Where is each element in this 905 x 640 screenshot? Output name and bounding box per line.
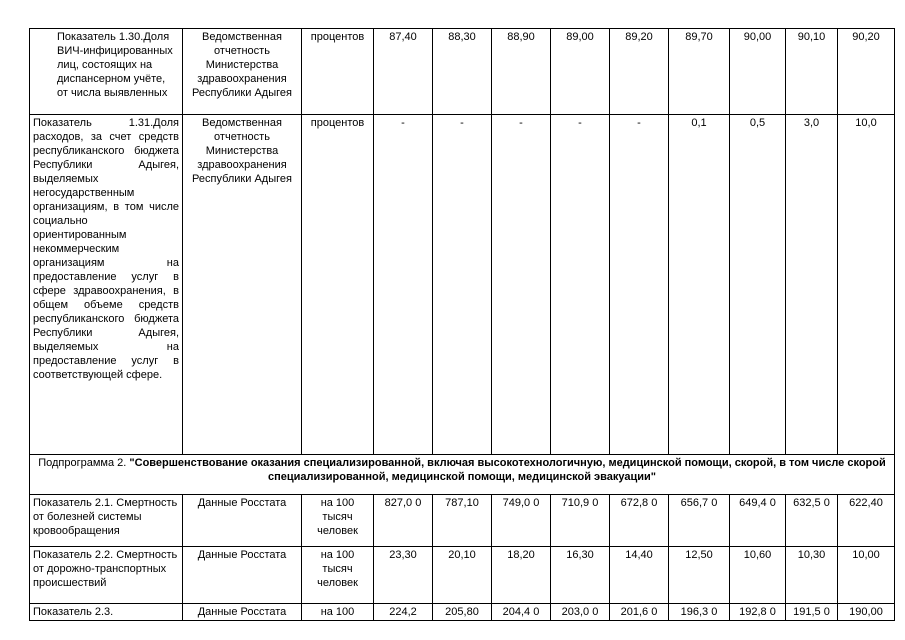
- unit-cell: процентов: [302, 115, 374, 455]
- unit-cell: на 100: [302, 604, 374, 621]
- value-cell: 622,40: [838, 495, 895, 547]
- source-cell: Ведомственная отчетность Министерства здравоохранения Республики Адыгея: [183, 115, 302, 455]
- indicator-cell: Показатель 1.31.Доля расходов, за счет средств республиканского бюджета Республики Адыгея, выделяемых негосударственным организациям, в том числе социально ориентированным некоммерческим организациям на предоставление услуг в сфере здравоохранения, в общем объеме средств республиканского бюджета Республики Адыгея, выделяемых на предоставление услуг в соответствующей сфере.: [30, 115, 183, 455]
- indicator-cell: Показатель 1.30.Доля ВИЧ-инфицированных лиц, состоящих на диспансерном учёте, от числа выявленных: [30, 29, 183, 115]
- value-cell: 12,50: [669, 547, 730, 604]
- value-cell: 90,20: [838, 29, 895, 115]
- table-row: [30, 547, 895, 604]
- indicators-table: [29, 28, 895, 621]
- value-cell: -: [551, 115, 610, 455]
- value-cell: 88,30: [433, 29, 492, 115]
- value-cell: 89,20: [610, 29, 669, 115]
- source-cell: Ведомственная отчетность Министерства здравоохранения Республики Адыгея: [183, 29, 302, 115]
- value-cell: 14,40: [610, 547, 669, 604]
- value-cell: 190,00: [838, 604, 895, 621]
- value-cell: 205,80: [433, 604, 492, 621]
- table-row: [30, 495, 895, 547]
- value-cell: 191,5 0: [786, 604, 838, 621]
- table-row: [30, 604, 895, 621]
- value-cell: 10,30: [786, 547, 838, 604]
- value-cell: -: [433, 115, 492, 455]
- indicator-cell: Показатель 2.1. Смертность от болезней системы кровообращения: [30, 495, 183, 547]
- subprogram-row: [30, 455, 895, 495]
- value-cell: 203,0 0: [551, 604, 610, 621]
- value-cell: 88,90: [492, 29, 551, 115]
- subprogram-prefix: Подпрограмма 2.: [38, 457, 130, 469]
- value-cell: -: [374, 115, 433, 455]
- table-row: [30, 115, 895, 455]
- value-cell: 18,20: [492, 547, 551, 604]
- value-cell: 20,10: [433, 547, 492, 604]
- value-cell: 649,4 0: [730, 495, 786, 547]
- unit-cell: на 100 тысяч человек: [302, 495, 374, 547]
- value-cell: 0,5: [730, 115, 786, 455]
- value-cell: 87,40: [374, 29, 433, 115]
- value-cell: -: [492, 115, 551, 455]
- value-cell: 0,1: [669, 115, 730, 455]
- source-cell: Данные Росстата: [183, 604, 302, 621]
- value-cell: 23,30: [374, 547, 433, 604]
- unit-cell: на 100 тысяч человек: [302, 547, 374, 604]
- value-cell: 89,70: [669, 29, 730, 115]
- value-cell: 90,00: [730, 29, 786, 115]
- value-cell: 10,0: [838, 115, 895, 455]
- value-cell: 10,00: [838, 547, 895, 604]
- subprogram-heading: [30, 455, 895, 495]
- value-cell: -: [610, 115, 669, 455]
- value-cell: 787,10: [433, 495, 492, 547]
- value-cell: 192,8 0: [730, 604, 786, 621]
- table-row: [30, 29, 895, 115]
- value-cell: 10,60: [730, 547, 786, 604]
- unit-cell: процентов: [302, 29, 374, 115]
- source-cell: Данные Росстата: [183, 495, 302, 547]
- value-cell: 632,5 0: [786, 495, 838, 547]
- value-cell: 204,4 0: [492, 604, 551, 621]
- subprogram-title: "Совершенствование оказания специализированной, включая высокотехнологичную, медицинской помощи, скорой, в том числе скорой специализированной, медицинской помощи, медицинской эвакуации": [129, 457, 886, 483]
- value-cell: 3,0: [786, 115, 838, 455]
- value-cell: 224,2: [374, 604, 433, 621]
- indicator-cell: Показатель 2.3.: [30, 604, 183, 621]
- value-cell: 710,9 0: [551, 495, 610, 547]
- value-cell: 672,8 0: [610, 495, 669, 547]
- source-cell: Данные Росстата: [183, 547, 302, 604]
- value-cell: 827,0 0: [374, 495, 433, 547]
- value-cell: 656,7 0: [669, 495, 730, 547]
- indicator-cell: Показатель 2.2. Смертность от дорожно-транспортных происшествий: [30, 547, 183, 604]
- value-cell: 90,10: [786, 29, 838, 115]
- value-cell: 201,6 0: [610, 604, 669, 621]
- value-cell: 196,3 0: [669, 604, 730, 621]
- value-cell: 89,00: [551, 29, 610, 115]
- value-cell: 16,30: [551, 547, 610, 604]
- value-cell: 749,0 0: [492, 495, 551, 547]
